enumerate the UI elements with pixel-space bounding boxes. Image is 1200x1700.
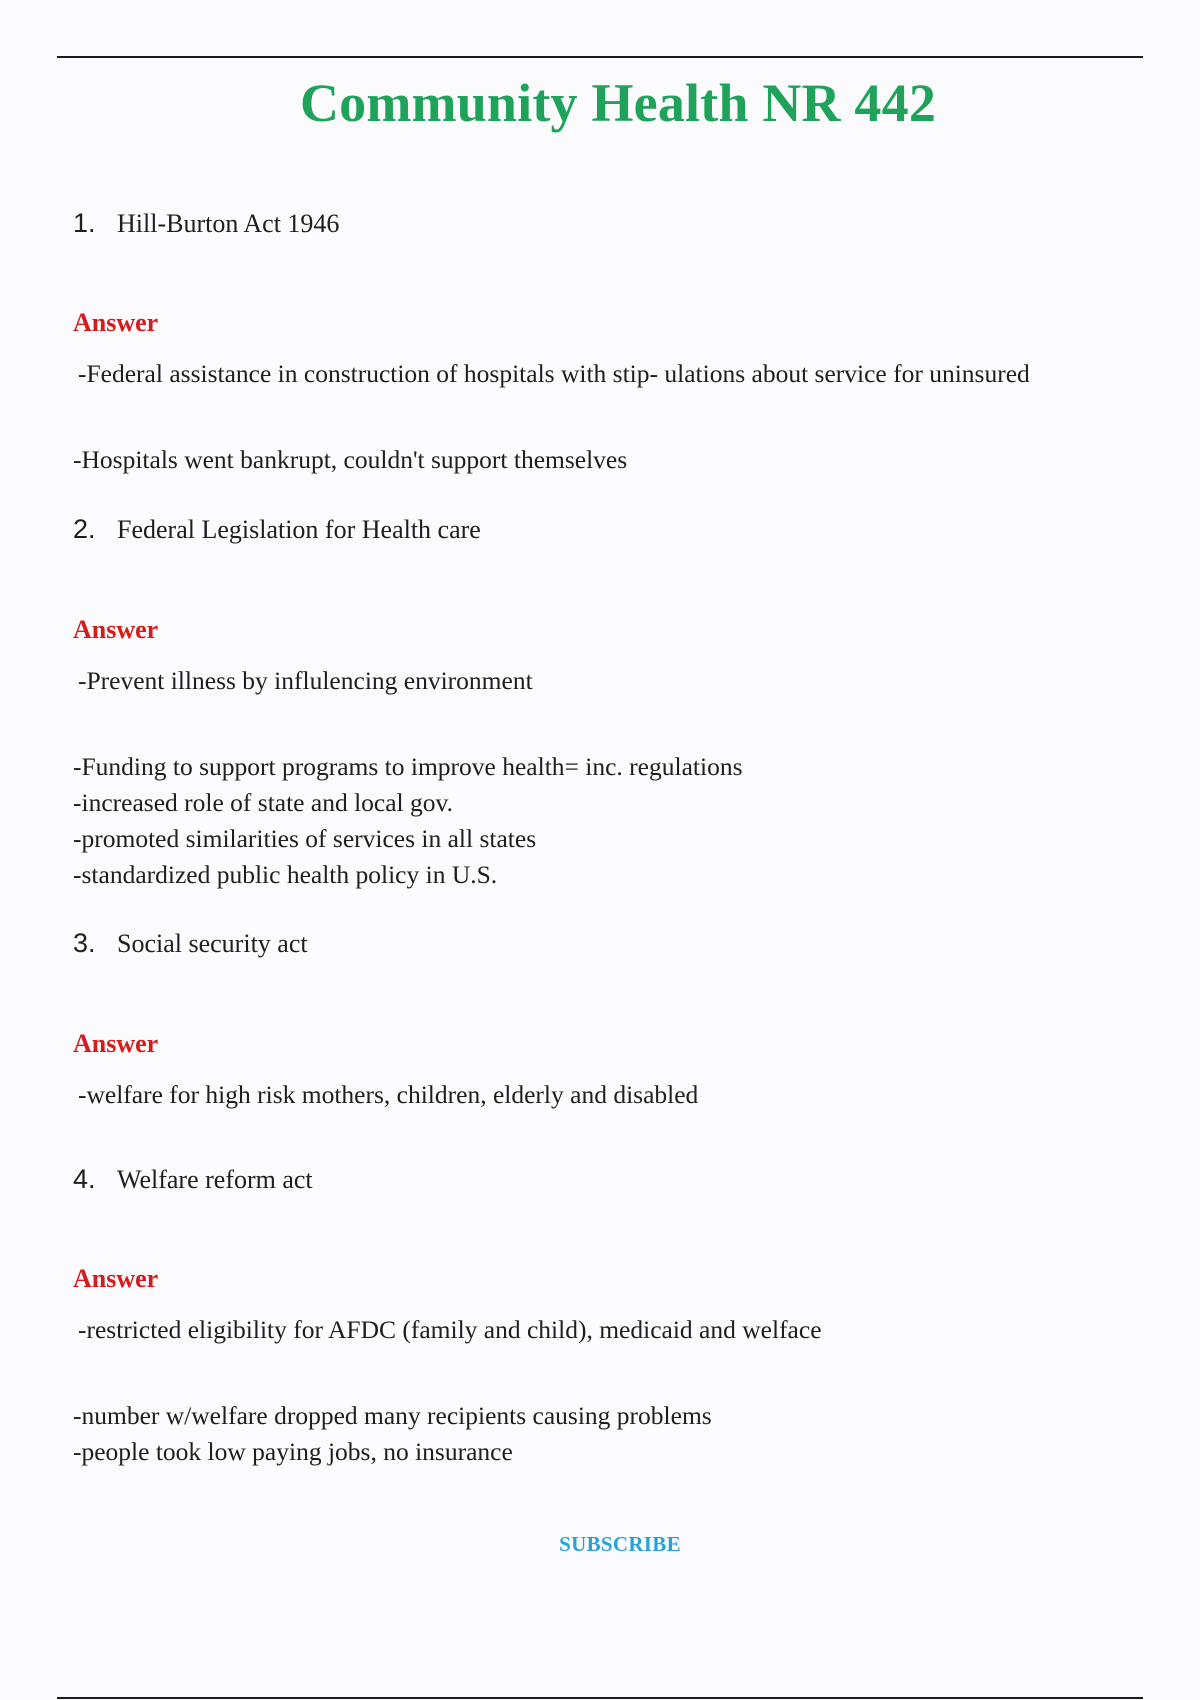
document-title: Community Health NR 442 [299, 73, 937, 133]
answer-3-part-a [78, 1077, 698, 1113]
answer-4-part-b [73, 1398, 712, 1470]
question-text: Federal Legislation for Health care [117, 515, 481, 544]
answer-label-1: Answer [73, 308, 159, 337]
question-2 [73, 514, 481, 545]
question-text: Hill-Burton Act 1946 [117, 209, 340, 238]
top-rule [57, 56, 1143, 58]
question-text: Welfare reform act [117, 1165, 313, 1194]
question-number: 1. [73, 208, 96, 238]
answer-line: -Prevent illness by influlencing environment [78, 666, 533, 695]
question-1 [73, 208, 339, 239]
answer-line: -restricted eligibility for AFDC (family and child), medicaid and welface [78, 1315, 822, 1344]
answer-line: -increased role of state and local gov. [73, 788, 453, 817]
answer-label-4: Answer [73, 1264, 159, 1293]
answer-label-2: Answer [73, 615, 159, 644]
answer-line: -number w/welfare dropped many recipients causing problems [73, 1401, 712, 1430]
question-4 [73, 1164, 313, 1195]
answer-1-part-b [73, 442, 627, 478]
question-number: 2. [73, 514, 96, 544]
question-number: 3. [73, 928, 96, 958]
answer-line: -Funding to support programs to improve health= inc. regulations [73, 752, 743, 781]
answer-line: -Federal assistance in construction of hospitals with stip- ulations about service for uninsured [78, 359, 1030, 388]
answer-line: -people took low paying jobs, no insurance [73, 1437, 513, 1466]
answer-label-3: Answer [73, 1029, 159, 1058]
answer-line: -Hospitals went bankrupt, couldn't support themselves [73, 445, 628, 474]
answer-2-part-a [78, 663, 533, 699]
answer-4-part-a [78, 1312, 822, 1348]
bottom-rule [57, 1697, 1143, 1699]
question-3 [73, 928, 308, 959]
question-text: Social security act [117, 929, 308, 958]
answer-2-part-b [73, 749, 743, 893]
answer-line: -standardized public health policy in U.S. [73, 860, 498, 889]
answer-line: -promoted similarities of services in all states [73, 824, 537, 853]
question-number: 4. [73, 1164, 96, 1194]
answer-line: -welfare for high risk mothers, children, elderly and disabled [78, 1080, 699, 1109]
answer-1-part-a [78, 356, 1030, 392]
subscribe-link[interactable]: SUBSCRIBE [559, 1532, 681, 1556]
